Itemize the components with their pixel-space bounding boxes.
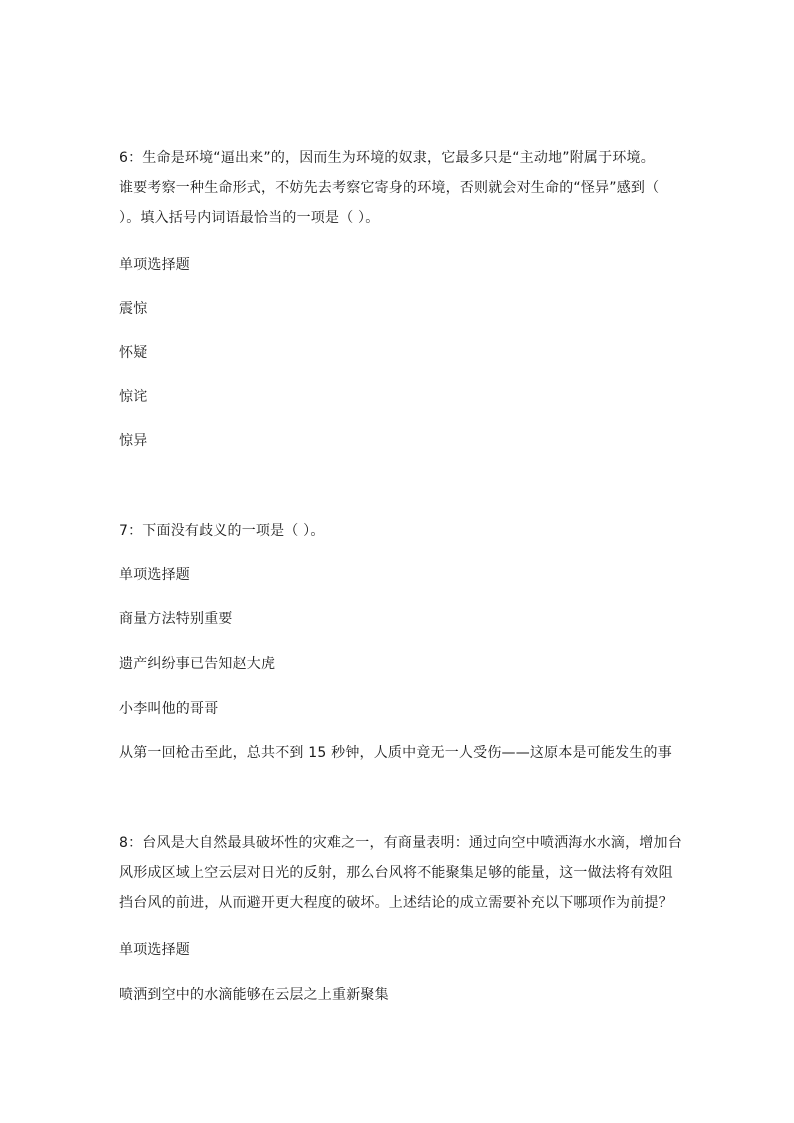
question-7-option-2: 遗产纠纷事已告知赵大虎 [119, 656, 276, 672]
question-8-option-1: 喷洒到空中的水滴能够在云层之上重新聚集 [119, 987, 389, 1003]
question-7-option-4: 从第一回枪击至此，总共不到 15 秒钟，人质中竟无一人受伤——这原本是可能发生的事 [119, 745, 672, 761]
question-6-option-2: 怀疑 [119, 345, 148, 361]
question-8-stem-line-1: 8：台风是大自然最具破坏性的灾难之一，有商量表明：通过向空中喷洒海水水滴，增加台 [119, 835, 682, 851]
question-7-type-label: 单项选择题 [119, 567, 190, 583]
question-8-type-label: 单项选择题 [119, 942, 190, 958]
question-6-stem-line-2: 谁要考察一种生命形式，不妨先去考察它寄身的环境，否则就会对生命的“怪异”感到（ [119, 180, 660, 196]
question-8-stem-line-3: 挡台风的前进，从而避开更大程度的破坏。上述结论的成立需要补充以下哪项作为前提？ [119, 895, 673, 911]
question-8-stem-line-2: 风形成区域上空云层对日光的反射，那么台风将不能聚集足够的能量，这一做法将有效阻 [119, 865, 673, 881]
question-7-option-3: 小李叫他的哥哥 [119, 701, 219, 717]
question-6-stem-line-1: 6：生命是环境“逼出来”的，因而生为环境的奴隶，它最多只是“主动地”附属于环境。 [119, 150, 655, 166]
question-6-option-1: 震惊 [119, 301, 148, 317]
question-6-option-4: 惊异 [119, 433, 148, 449]
question-7-stem-line-1: 7：下面没有歧义的一项是（ ）。 [119, 523, 325, 539]
question-6-option-3: 惊诧 [119, 389, 148, 405]
question-7-option-1: 商量方法特别重要 [119, 611, 233, 627]
question-6-stem-line-3: ）。填入括号内词语最恰当的一项是（ ）。 [119, 210, 380, 226]
question-6-type-label: 单项选择题 [119, 257, 190, 273]
